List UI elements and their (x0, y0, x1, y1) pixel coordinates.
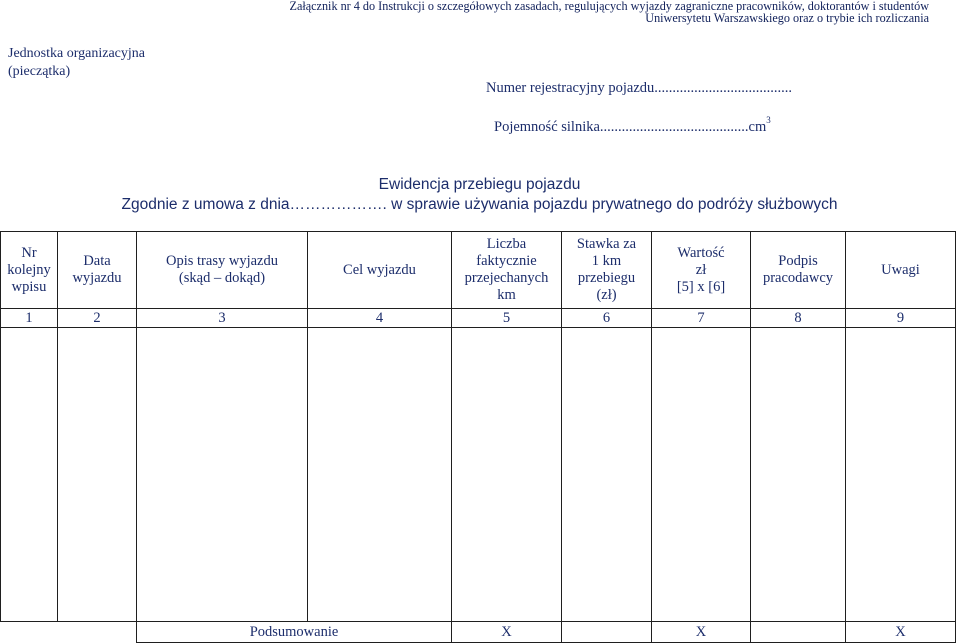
summary-row (1, 622, 956, 643)
entry-cell (751, 328, 846, 622)
header-trip-purpose: Cel wyjazdu (308, 232, 452, 309)
header-departure-date: Data wyjazdu (58, 232, 137, 309)
column-number: 3 (137, 309, 308, 328)
registration-number-field: Numer rejestracyjny pojazdu...................................... (486, 80, 793, 96)
header-remarks: Uwagi (846, 232, 956, 309)
column-number-row (1, 309, 956, 328)
entry-cell (846, 328, 956, 622)
entry-cell (452, 328, 562, 622)
column-number: 1 (1, 309, 58, 328)
engine-capacity-text: Pojemność silnika.........................................cm (494, 118, 767, 135)
column-number: 9 (846, 309, 956, 328)
attachment-note-line2: Uniwersytetu Warszawskiego oraz o trybie ich rozliczania (645, 11, 929, 25)
header-km-driven: Liczba faktycznie przejechanych km (452, 232, 562, 309)
header-value: Wartość zł [5] x [6] (652, 232, 751, 309)
column-number: 6 (562, 309, 652, 328)
entry-area-row (1, 328, 956, 622)
header-employer-signature: Podpis pracodawcy (751, 232, 846, 309)
entry-cell (137, 328, 308, 622)
column-number: 2 (58, 309, 137, 328)
stamp-label: (pieczątka) (8, 64, 71, 79)
entry-cell (652, 328, 751, 622)
summary-rate-cell (562, 622, 652, 643)
attachment-note-line1: Załącznik nr 4 do Instrukcji o szczegółowych zasadach, regulujących wyjazdy zagraniczne pracowników, doktorantów i studentów (289, 0, 929, 13)
summary-blank (1, 622, 137, 643)
document-title: Ewidencja przebiegu pojazdu (378, 176, 581, 193)
column-number: 5 (452, 309, 562, 328)
header-rate-per-km: Stawka za 1 km przebiegu (zł) (562, 232, 652, 309)
header-route-description: Opis trasy wyjazdu (skąd – dokąd) (137, 232, 308, 309)
column-number: 4 (308, 309, 452, 328)
summary-remarks-cell: X (846, 622, 956, 643)
header-row (1, 232, 956, 309)
engine-capacity-superscript: 3 (766, 115, 771, 125)
engine-capacity-field (494, 117, 771, 136)
entry-cell (562, 328, 652, 622)
column-number: 8 (751, 309, 846, 328)
org-unit-label: Jednostka organizacyjna (8, 46, 145, 61)
entry-cell (58, 328, 137, 622)
summary-km-cell: X (452, 622, 562, 643)
agreement-line: Zgodnie z umowa z dnia………………. w sprawie używania pojazdu prywatnego do podróży służbowych (121, 196, 838, 213)
summary-label: Podsumowanie (137, 622, 452, 643)
header-entry-number: Nr kolejny wpisu (1, 232, 58, 309)
entry-cell (1, 328, 58, 622)
summary-signature-cell (751, 622, 846, 643)
summary-value-cell: X (652, 622, 751, 643)
column-number: 7 (652, 309, 751, 328)
entry-cell (308, 328, 452, 622)
mileage-table (0, 231, 956, 643)
